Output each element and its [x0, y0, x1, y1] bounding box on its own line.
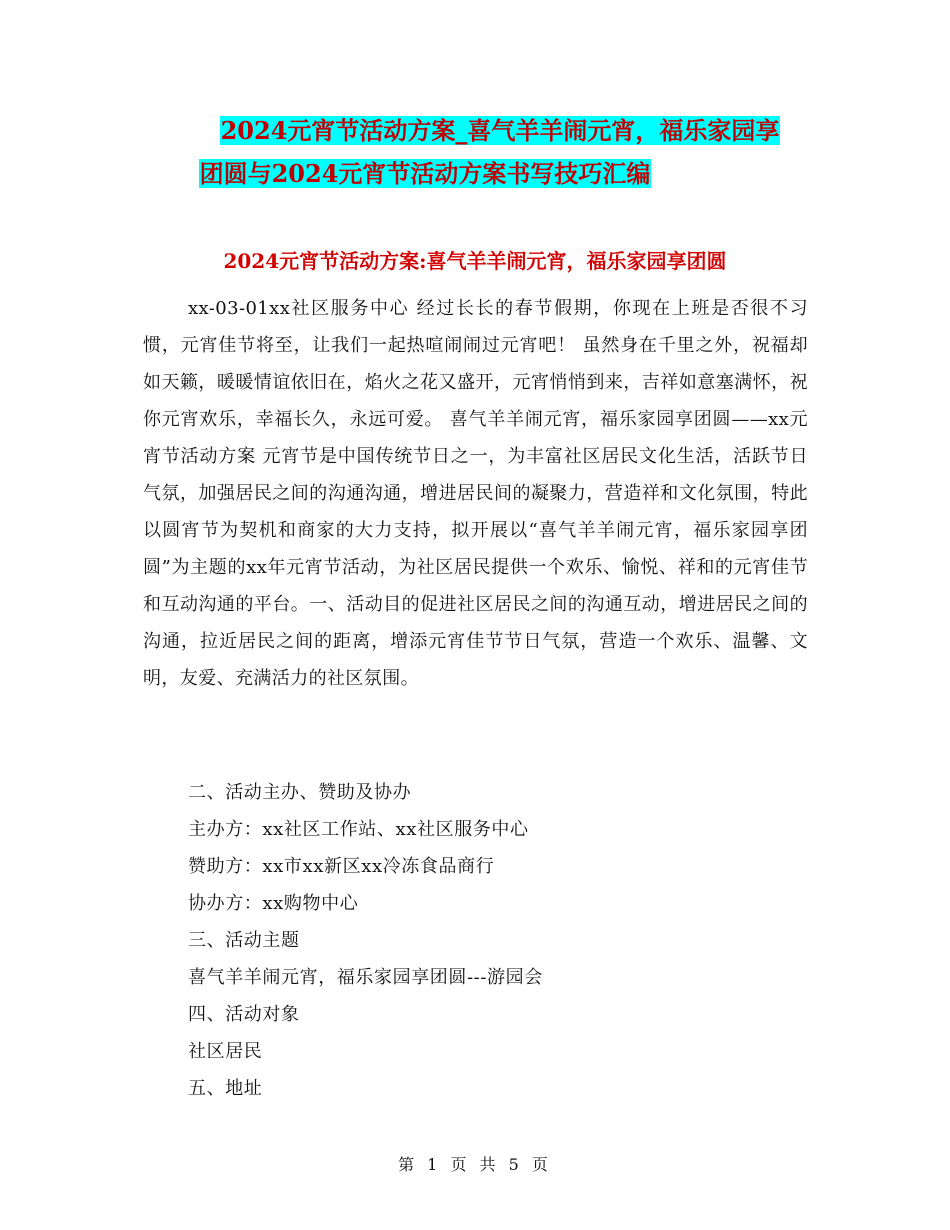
body-line: 社区居民: [188, 1041, 263, 1062]
page-footer: 第 1 页 共 5 页: [398, 1155, 552, 1174]
body-line: 主办方：xx社区工作站、xx社区服务中心: [188, 819, 529, 840]
body-line: 二、活动主办、赞助及协办: [188, 782, 412, 803]
body-line: 三、活动主题: [188, 930, 300, 951]
body-line: 四、活动对象: [188, 1004, 300, 1025]
section-heading: 2024元宵节活动方案:喜气羊羊闹元宵，福乐家园享团圆: [223, 249, 727, 273]
body-line: 协办方：xx购物中心: [188, 893, 359, 914]
document-title-line-1: [25, 112, 950, 150]
document-title-line-1-text: 2024元宵节活动方案_喜气羊羊闹元宵，福乐家园享: [220, 116, 780, 145]
document-title-line-2-text: 团圆与2024元宵节活动方案书写技巧汇编: [199, 159, 651, 188]
body-line: 赞助方：xx市xx新区xx冷冻食品商行: [188, 856, 495, 877]
document-title-line-2: [0, 155, 900, 193]
body-line: 喜气羊羊闹元宵，福乐家园享团圆---游园会: [188, 967, 543, 988]
body-paragraph: xx-03-01xx社区服务中心 经过长长的春节假期，你现在上班是否很不习惯，元宵佳节将至，让我们一起热喧闹闹过元宵吧！ 虽然身在千里之外，祝福却如天籁，暖暖情谊依旧在，焰火之花又盛开，元宵悄悄到来，吉祥如意塞满怀，祝你元宵欢乐，幸福长久，永远可爱。 喜气羊羊闹元宵，福乐家园享团圆——xx元宵节活动方案 元宵节是中国传统节日之一，为丰富社区居民文化生活，活跃节日气氛，加强居民之间的沟通沟通，增进居民间的凝聚力，营造祥和文化氛围，特此以圆宵节为契机和商家的大力支持，拟开展以“喜气羊羊闹元宵，福乐家园享团圆”为主题的xx年元宵节活动，为社区居民提供一个欢乐、愉悦、祥和的元宵佳节和互动沟通的平台。一、活动目的促进社区居民之间的沟通互动，增进居民之间的沟通，拉近居民之间的距离，增添元宵佳节节日气氛，营造一个欢乐、温馨、文明，友爱、充满活力的社区氛围。: [143, 298, 808, 689]
body-line: 五、地址: [188, 1078, 263, 1099]
